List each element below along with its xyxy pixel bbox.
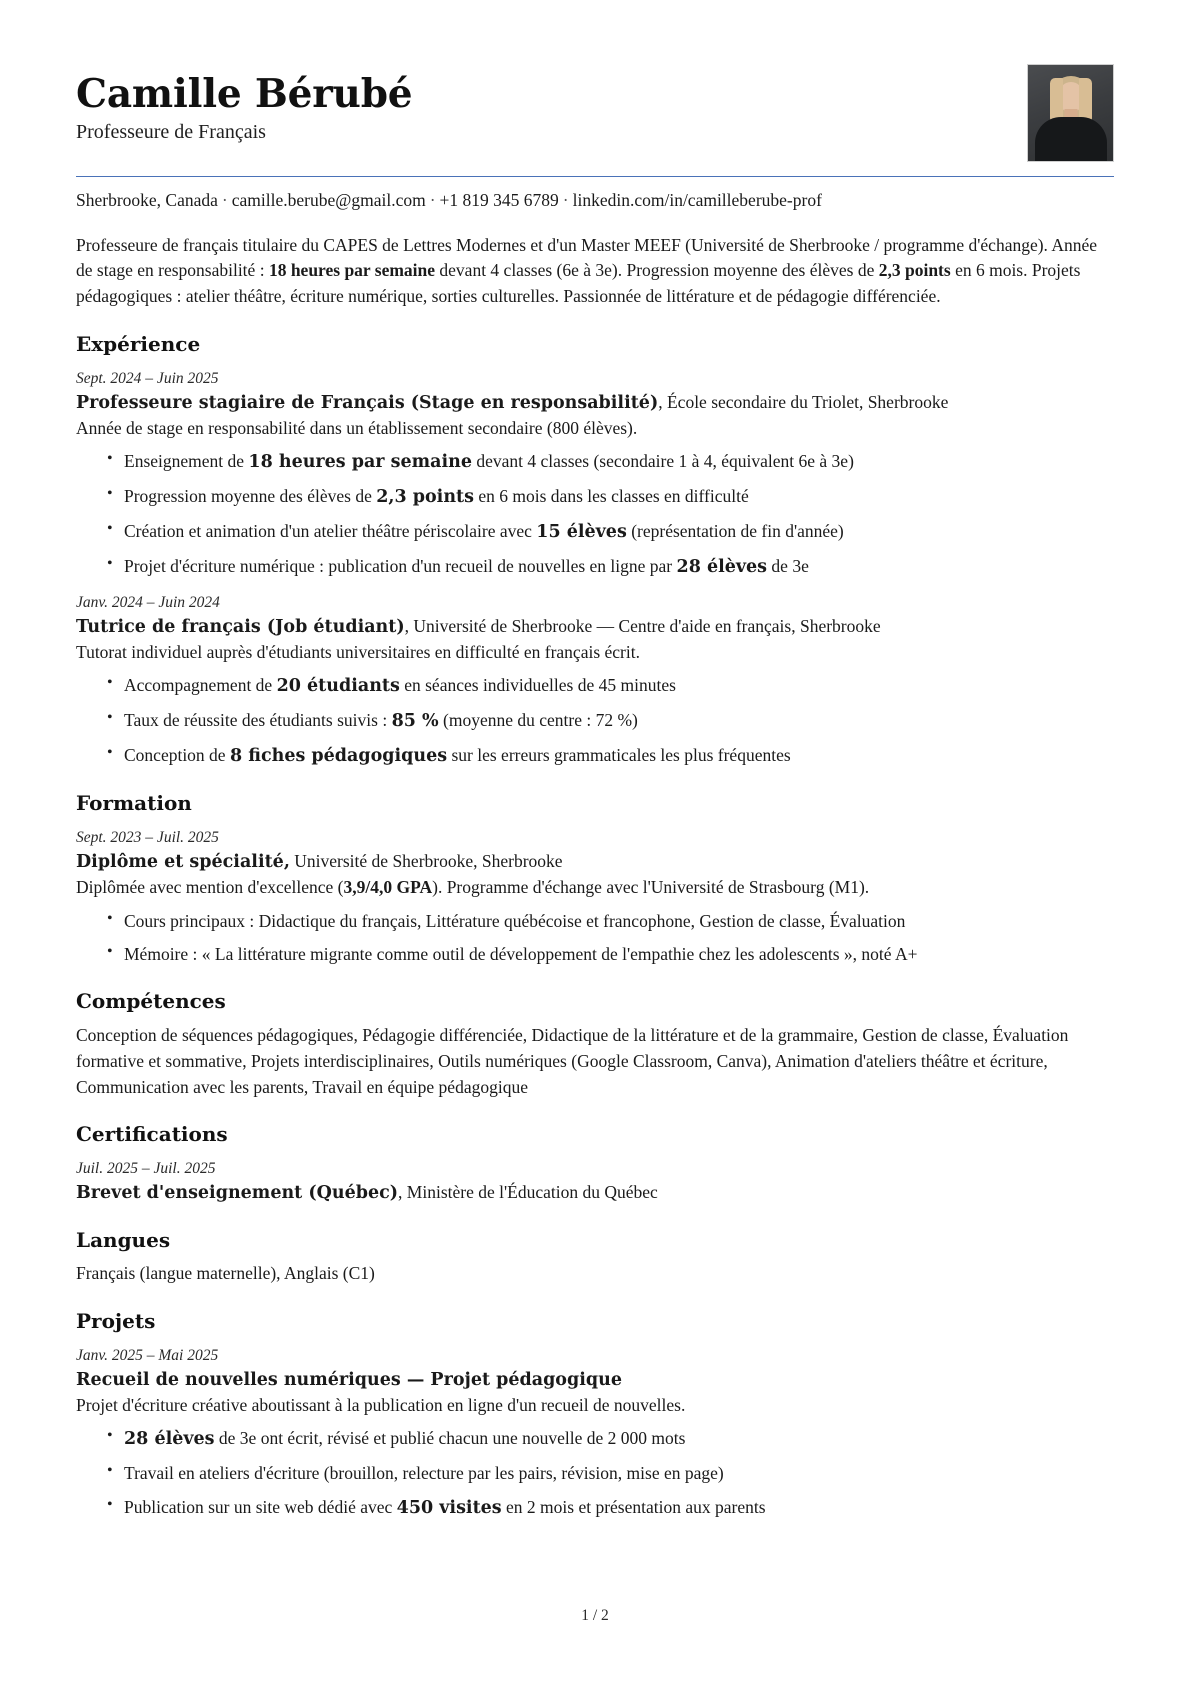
list-item bbox=[107, 708, 1114, 734]
list-item bbox=[107, 554, 1114, 580]
photo-torso bbox=[1035, 117, 1107, 161]
list-item bbox=[107, 1461, 1114, 1486]
list-item-text: (représentation de fin d'année) bbox=[626, 521, 844, 542]
entry-heading-emphasis: Brevet d'enseignement (Québec) bbox=[76, 1183, 399, 1204]
entry-heading bbox=[76, 614, 1114, 640]
entry-heading-text: Université de Sherbrooke, Sherbrooke bbox=[289, 850, 563, 871]
job-title: Professeure de Français bbox=[76, 121, 266, 144]
contact-linkedin[interactable]: linkedin.com/in/camilleberube-prof bbox=[572, 190, 822, 210]
list-item-emphasis: 8 fiches pédagogiques bbox=[229, 746, 448, 767]
summary-text: Professeure de français titulaire du CAPES de Lettres Modernes et d'un Master MEEF (Université de Sherbrooke / programme d'échange). Année de stage en responsabilité : bbox=[76, 234, 1098, 281]
list-item bbox=[107, 519, 1114, 545]
list-item-emphasis: 18 heures par semaine bbox=[248, 452, 472, 473]
list-item-text: Travail en ateliers d'écriture (brouillon, relecture par les pairs, révision, mise en page) bbox=[124, 1463, 724, 1484]
entry-description-emphasis: 3,9/4,0 GPA bbox=[343, 876, 433, 897]
entry-heading bbox=[76, 390, 1114, 416]
list-item-text: devant 4 classes (secondaire 1 à 4, équivalent 6e à 3e) bbox=[471, 451, 854, 472]
section-experience bbox=[76, 332, 1114, 769]
summary-emphasis: 18 heures par semaine bbox=[268, 260, 436, 281]
entry-heading-text: , École secondaire du Triolet, Sherbrooke bbox=[658, 391, 949, 412]
section-title-competences: Compétences bbox=[76, 989, 226, 1014]
contact-line bbox=[76, 177, 1114, 213]
entry-heading-text: , Ministère de l'Éducation du Québec bbox=[398, 1182, 658, 1203]
bullet-list bbox=[76, 673, 1114, 769]
entry-description bbox=[76, 875, 1114, 900]
contact-separator: · bbox=[429, 190, 436, 210]
entry-date: Janv. 2024 – Juin 2024 bbox=[76, 593, 220, 611]
formation-entry bbox=[76, 828, 1114, 967]
list-item-text: en 2 mois et présentation aux parents bbox=[501, 1497, 766, 1518]
list-item-text: en séances individuelles de 45 minutes bbox=[399, 675, 676, 696]
entry-date: Sept. 2023 – Juil. 2025 bbox=[76, 828, 219, 846]
summary-paragraph bbox=[76, 233, 1114, 310]
entry-description-text: ). Programme d'échange avec l'Université de Strasbourg (M1). bbox=[432, 876, 870, 897]
section-title-formation: Formation bbox=[76, 790, 192, 815]
sections-container bbox=[76, 332, 1114, 1521]
entry-date: Juil. 2025 – Juil. 2025 bbox=[76, 1160, 216, 1178]
competences-paragraph: Conception de séquences pédagogiques, Pédagogie différenciée, Didactique de la littérature et de la grammaire, Gestion de classe, Évaluation formative et sommative, Projets interdisciplinaires, Outils numériques (Google Classroom, Canva), Animation d'ateliers théâtre et écriture, Communication avec les parents, Travail en équipe pédagogique bbox=[76, 1025, 1069, 1097]
list-item-emphasis: 20 étudiants bbox=[276, 676, 400, 697]
summary-emphasis: 2,3 points bbox=[878, 260, 951, 281]
section-title-certifications: Certifications bbox=[76, 1122, 228, 1147]
profile-photo bbox=[1027, 64, 1114, 162]
section-formation bbox=[76, 791, 1114, 967]
entry-date: Sept. 2024 – Juin 2025 bbox=[76, 369, 219, 387]
list-item-text: en 6 mois dans les classes en difficulté bbox=[474, 486, 749, 507]
list-item-emphasis: 28 élèves bbox=[676, 556, 768, 577]
contact-location: Sherbrooke, Canada bbox=[76, 190, 218, 210]
list-item-emphasis: 28 élèves bbox=[124, 1429, 215, 1450]
list-item-text: Accompagnement de bbox=[124, 675, 277, 696]
list-item-text: Projet d'écriture numérique : publication d'un recueil de nouvelles en ligne par bbox=[124, 555, 677, 576]
section-certifications bbox=[76, 1122, 1114, 1206]
contact-separator: · bbox=[221, 190, 228, 210]
section-competences bbox=[76, 989, 1114, 1100]
bullet-list bbox=[76, 1426, 1114, 1521]
entry-heading-emphasis: Recueil de nouvelles numériques — Projet pédagogique bbox=[76, 1369, 622, 1390]
list-item bbox=[107, 1426, 1114, 1452]
list-item-text: Mémoire : « La littérature migrante comme outil de développement de l'empathie chez les adolescents », noté A+ bbox=[124, 944, 918, 965]
experience-entry bbox=[76, 593, 1114, 769]
page-indicator: 1 / 2 bbox=[581, 1607, 609, 1624]
section-langues bbox=[76, 1228, 1114, 1287]
entry-heading-emphasis: Tutrice de français (Job étudiant) bbox=[76, 616, 405, 637]
list-item bbox=[107, 1495, 1114, 1521]
list-item bbox=[107, 909, 1114, 934]
entry-description: Tutorat individuel auprès d'étudiants universitaires en difficulté en français écrit. bbox=[76, 641, 640, 662]
list-item-text: Taux de réussite des étudiants suivis : bbox=[124, 710, 392, 731]
langues-paragraph: Français (langue maternelle), Anglais (C1) bbox=[76, 1263, 375, 1284]
certifications-entry bbox=[76, 1159, 1114, 1206]
list-item bbox=[107, 484, 1114, 510]
list-item bbox=[107, 673, 1114, 699]
entry-heading-text: , Université de Sherbrooke — Centre d'aide en français, Sherbrooke bbox=[404, 615, 881, 636]
list-item-text: (moyenne du centre : 72 %) bbox=[438, 710, 638, 731]
contact-separator: · bbox=[562, 190, 569, 210]
list-item-emphasis: 85 % bbox=[391, 711, 439, 732]
list-item bbox=[107, 942, 1114, 967]
list-item bbox=[107, 743, 1114, 769]
list-item-text: Publication sur un site web dédié avec bbox=[124, 1497, 397, 1518]
list-item bbox=[107, 449, 1114, 475]
entry-description-text: Diplômée avec mention d'excellence ( bbox=[76, 876, 344, 897]
contact-email[interactable]: camille.berube@gmail.com bbox=[231, 190, 426, 210]
entry-heading bbox=[76, 849, 1114, 875]
bullet-list bbox=[76, 909, 1114, 968]
list-item-emphasis: 450 visites bbox=[396, 1498, 502, 1519]
section-projets bbox=[76, 1309, 1114, 1521]
page-title: Camille Bérubé bbox=[76, 71, 413, 117]
list-item-text: Conception de bbox=[124, 745, 230, 766]
experience-entry bbox=[76, 369, 1114, 580]
list-item-text: de 3e bbox=[767, 555, 809, 576]
list-item-text: de 3e ont écrit, révisé et publié chacun une nouvelle de 2 000 mots bbox=[214, 1428, 686, 1449]
bullet-list bbox=[76, 449, 1114, 579]
section-title-projets: Projets bbox=[76, 1308, 156, 1333]
entry-heading-emphasis: Professeure stagiaire de Français (Stage en responsabilité) bbox=[76, 392, 659, 413]
list-item-emphasis: 2,3 points bbox=[376, 487, 474, 508]
entry-description: Projet d'écriture créative aboutissant à la publication en ligne d'un recueil de nouvelles. bbox=[76, 1394, 686, 1415]
list-item-text: Progression moyenne des élèves de bbox=[124, 486, 377, 507]
entry-description: Année de stage en responsabilité dans un établissement secondaire (800 élèves). bbox=[76, 417, 638, 438]
entry-heading bbox=[76, 1367, 1114, 1393]
list-item-text: Création et animation d'un atelier théâtre périscolaire avec bbox=[124, 521, 537, 542]
summary-text: en 6 mois. Projets pédagogiques : atelier théâtre, écriture numérique, sorties culturelles. Passionnée de littérature et de pédagogie différenciée. bbox=[76, 260, 1081, 307]
entry-date: Janv. 2025 – Mai 2025 bbox=[76, 1346, 219, 1364]
section-title-experience: Expérience bbox=[76, 331, 201, 356]
entry-heading bbox=[76, 1180, 1114, 1206]
summary-text: devant 4 classes (6e à 3e). Progression moyenne des élèves de bbox=[435, 260, 879, 281]
list-item-emphasis: 15 élèves bbox=[536, 522, 627, 543]
header-text-block bbox=[76, 62, 412, 144]
entry-heading-emphasis: Diplôme et spécialité, bbox=[76, 851, 290, 872]
contact-phone[interactable]: +1 819 345 6789 bbox=[439, 190, 559, 210]
list-item-text: sur les erreurs grammaticales les plus fréquentes bbox=[447, 745, 791, 766]
list-item-text: Cours principaux : Didactique du français, Littérature québécoise et francophone, Gestion de classe, Évaluation bbox=[124, 910, 906, 931]
projets-entry bbox=[76, 1346, 1114, 1521]
page-footer bbox=[0, 1607, 1190, 1625]
section-title-langues: Langues bbox=[76, 1228, 171, 1253]
resume-header bbox=[76, 62, 1114, 162]
list-item-text: Enseignement de bbox=[124, 451, 249, 472]
